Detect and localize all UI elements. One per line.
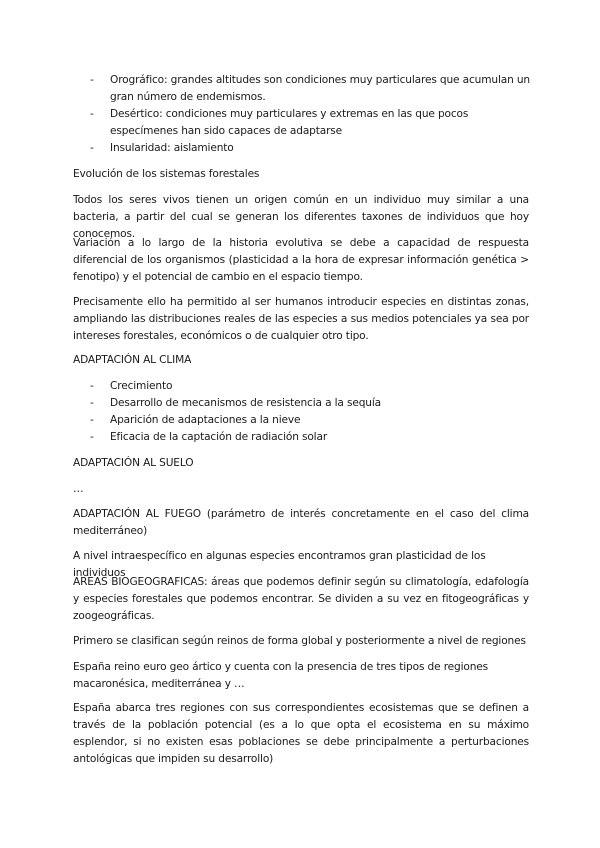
list-item	[90, 395, 530, 412]
bullet-dash: -	[90, 397, 94, 409]
list-item-text: Desértico: condiciones muy particulares y extremas en las que pocos especímenes han sido capaces de adaptarse	[110, 108, 469, 137]
paragraph: Todos los seres vivos tienen un origen común en un individuo muy similar a una bacteria, a partir del cual se generan los diferentes taxones de individuos que hoy conocemos.	[73, 194, 529, 240]
list-item-text: Crecimiento	[110, 380, 173, 392]
bullet-dash: -	[90, 74, 94, 86]
list-item	[90, 378, 530, 395]
paragraph: España reino euro geo ártico y cuenta con la presencia de tres tipos de regiones macaronésica, mediterránea y …	[73, 661, 489, 690]
list-item-text: Insularidad: aislamiento	[110, 142, 234, 154]
list-item-text: Aparición de adaptaciones a la nieve	[110, 414, 301, 426]
list-item-text: Desarrollo de mecanismos de resistencia a la sequía	[110, 397, 381, 409]
list-item	[90, 412, 530, 429]
paragraph: España abarca tres regiones con sus correspondientes ecosistemas que se definen a través de la población potencial (es a lo que opta el ecosistema en su máximo esplendor, si no existen esas poblaciones se debe principalmente a perturbaciones antológicas que impiden su desarrollo)	[73, 702, 529, 765]
bullet-dash: -	[90, 414, 94, 426]
bullet-dash: -	[90, 380, 94, 392]
ellipsis: …	[73, 483, 84, 495]
paragraph: AREAS BIOGEOGRAFICAS: áreas que podemos definir según su climatología, edafología y especies forestales que podemos encontrar. Se dividen a su vez en fitogeográficas y zoogeográficas.	[73, 576, 529, 622]
bullet-dash: -	[90, 431, 94, 443]
paragraph: ADAPTACIÓN AL FUEGO (parámetro de interés concretamente en el caso del clima mediterráneo)	[73, 508, 529, 537]
paragraph: Precisamente ello ha permitido al ser humanos introducir especies en distintas zonas, ampliando las distribuciones reales de las especies a sus medios potenciales ya sea por intereses forestales, económicos o de cualquier otro tipo.	[73, 296, 529, 342]
list-item	[90, 140, 530, 157]
bullet-dash: -	[90, 142, 94, 154]
section-heading: ADAPTACIÓN AL CLIMA	[73, 354, 192, 366]
list-item-text: Orográfico: grandes altitudes son condiciones muy particulares que acumulan un gran número de endemismos.	[110, 74, 530, 103]
list-item	[90, 106, 530, 140]
bullet-dash: -	[90, 108, 94, 120]
section-heading: ADAPTACIÓN AL SUELO	[73, 457, 194, 469]
list-item	[90, 429, 530, 446]
paragraph: Primero se clasifican según reinos de forma global y posteriormente a nivel de regiones	[73, 635, 526, 647]
list-item-text: Eficacia de la captación de radiación solar	[110, 431, 328, 443]
list-item	[90, 72, 530, 106]
paragraph: Variación a lo largo de la historia evolutiva se debe a capacidad de respuesta diferencial de los organismos (plasticidad a la hora de expresar información genética > fenotipo) y el potencial de cambio en el espacio tiempo.	[73, 237, 529, 283]
paragraph: A nivel intraespecífico en algunas especies encontramos gran plasticidad de los individuos	[73, 550, 486, 579]
section-heading: Evolución de los sistemas forestales	[73, 168, 260, 180]
